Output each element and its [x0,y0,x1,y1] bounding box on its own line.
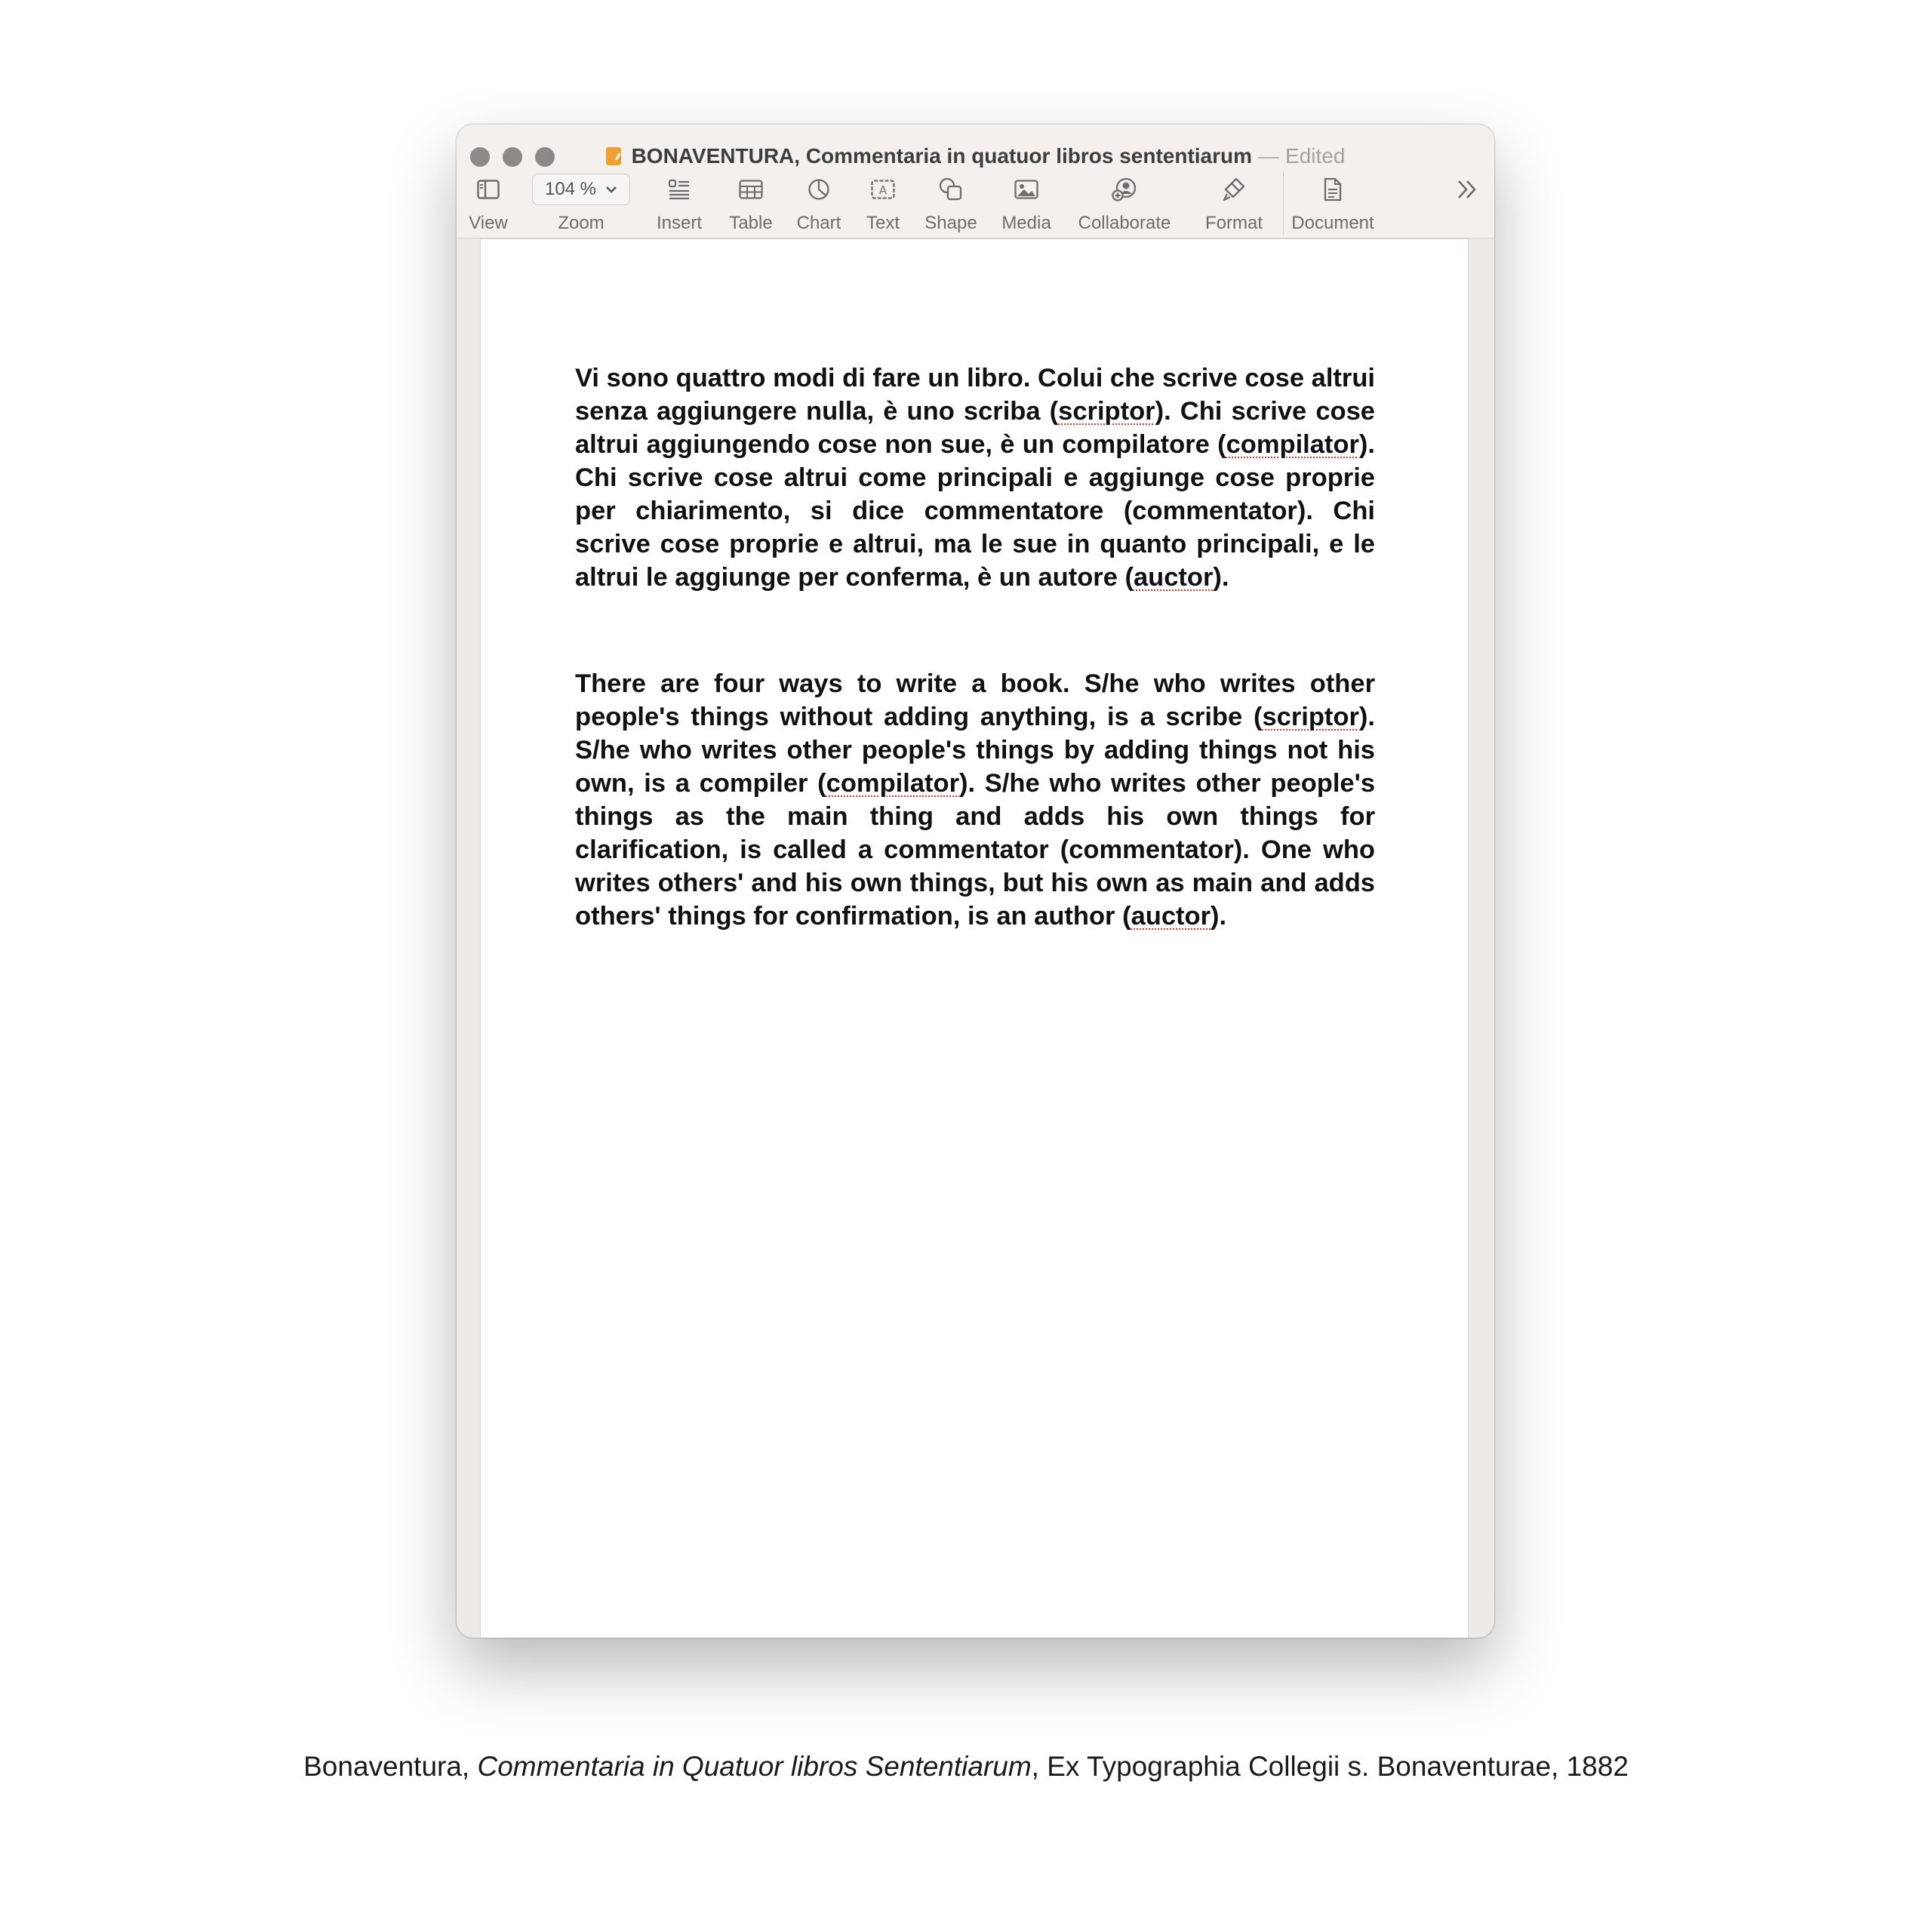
paintbrush-icon [1192,171,1275,208]
title-separator: — [1258,144,1280,168]
text-label: Text [866,213,900,233]
zoom-value: 104 % [544,179,597,199]
zoom-control[interactable] [525,171,638,235]
insert-button[interactable] [645,171,713,235]
media-icon [989,171,1064,208]
insert-label: Insert [656,213,703,233]
chart-label: Chart [796,213,841,233]
format-button[interactable] [1192,171,1275,235]
shape-icon [917,171,985,208]
toolbar-overflow-button[interactable] [1449,171,1485,208]
media-button[interactable] [989,171,1064,235]
edited-status: Edited [1285,144,1346,168]
italian-paragraph[interactable]: Vi sono quattro modi di fare un libro. Colui che scrive cose altrui senza aggiungere nulla, è uno scriba (scriptor). Chi scrive cose altrui aggiungendo cose non sue, è un compilatore (compilator). Chi scrive cose altrui come principali e aggiunge cose proprie per chiarimento, si dice commentatore (commentator). Chi scrive cose proprie e altrui, ma le sue in quanto principali, e le altrui le aggiunge per conferma, è un autore (auctor). [575,363,1375,592]
spellcheck-word: scriptor [1262,702,1359,731]
document-page[interactable] [481,239,1468,1638]
chart-icon [785,171,853,208]
shape-label: Shape [924,213,977,233]
toolbar [457,171,1494,238]
spellcheck-word: compilator [1226,429,1359,459]
spellcheck-word: compilator [826,768,960,798]
chart-button[interactable] [785,171,853,235]
table-icon [717,171,785,208]
sidebar-icon [464,171,512,208]
collaborate-icon [1068,171,1181,208]
insert-icon [645,171,713,208]
document-label: Document [1291,213,1374,233]
zoom-select[interactable] [532,174,630,205]
document-button[interactable] [1283,171,1382,235]
view-button[interactable] [464,171,512,235]
document-icon [1284,171,1382,208]
zoom-label: Zoom [558,213,605,233]
spellcheck-word: auctor [1131,901,1211,931]
double-chevron-right-icon [1456,179,1478,200]
title-bar [457,125,1494,238]
media-label: Media [1001,213,1051,233]
spellcheck-word: scriptor [1058,396,1155,426]
view-label: View [469,213,508,233]
figure-caption: Bonaventura, Commentaria in Quatuor libros Sententiarum, Ex Typographia Collegii s. Bonaventurae, 1882 [303,1751,1629,1782]
spellcheck-word: auctor [1133,562,1214,592]
collaborate-button[interactable] [1068,171,1181,235]
text-box-icon [853,171,913,208]
pages-document-icon [606,147,621,165]
shape-button[interactable] [917,171,985,235]
table-button[interactable] [717,171,785,235]
english-paragraph[interactable]: There are four ways to write a book. S/he who writes other people's things without adding anything, is a scribe (scriptor). S/he who writes other people's things by adding things not his own, is a compiler (compilator). S/he who writes other people's things as the main thing and adds his own things for clarification, is called a commentator (commentator). One who writes others' and his own things, but his own as main and adds others' things for confirmation, is an author (auctor). [575,669,1376,931]
pages-window [457,125,1494,1638]
table-label: Table [729,213,773,233]
svg-text:A: A [878,183,888,197]
text-button[interactable] [853,171,913,235]
document-name: BONAVENTURA, Commentaria in quatuor libros sententiarum [631,144,1253,168]
collaborate-label: Collaborate [1078,213,1171,233]
caption-work-title: Commentaria in Quatuor libros Sententiarum [477,1751,1032,1782]
chevron-down-icon [605,186,617,193]
format-label: Format [1204,213,1263,233]
